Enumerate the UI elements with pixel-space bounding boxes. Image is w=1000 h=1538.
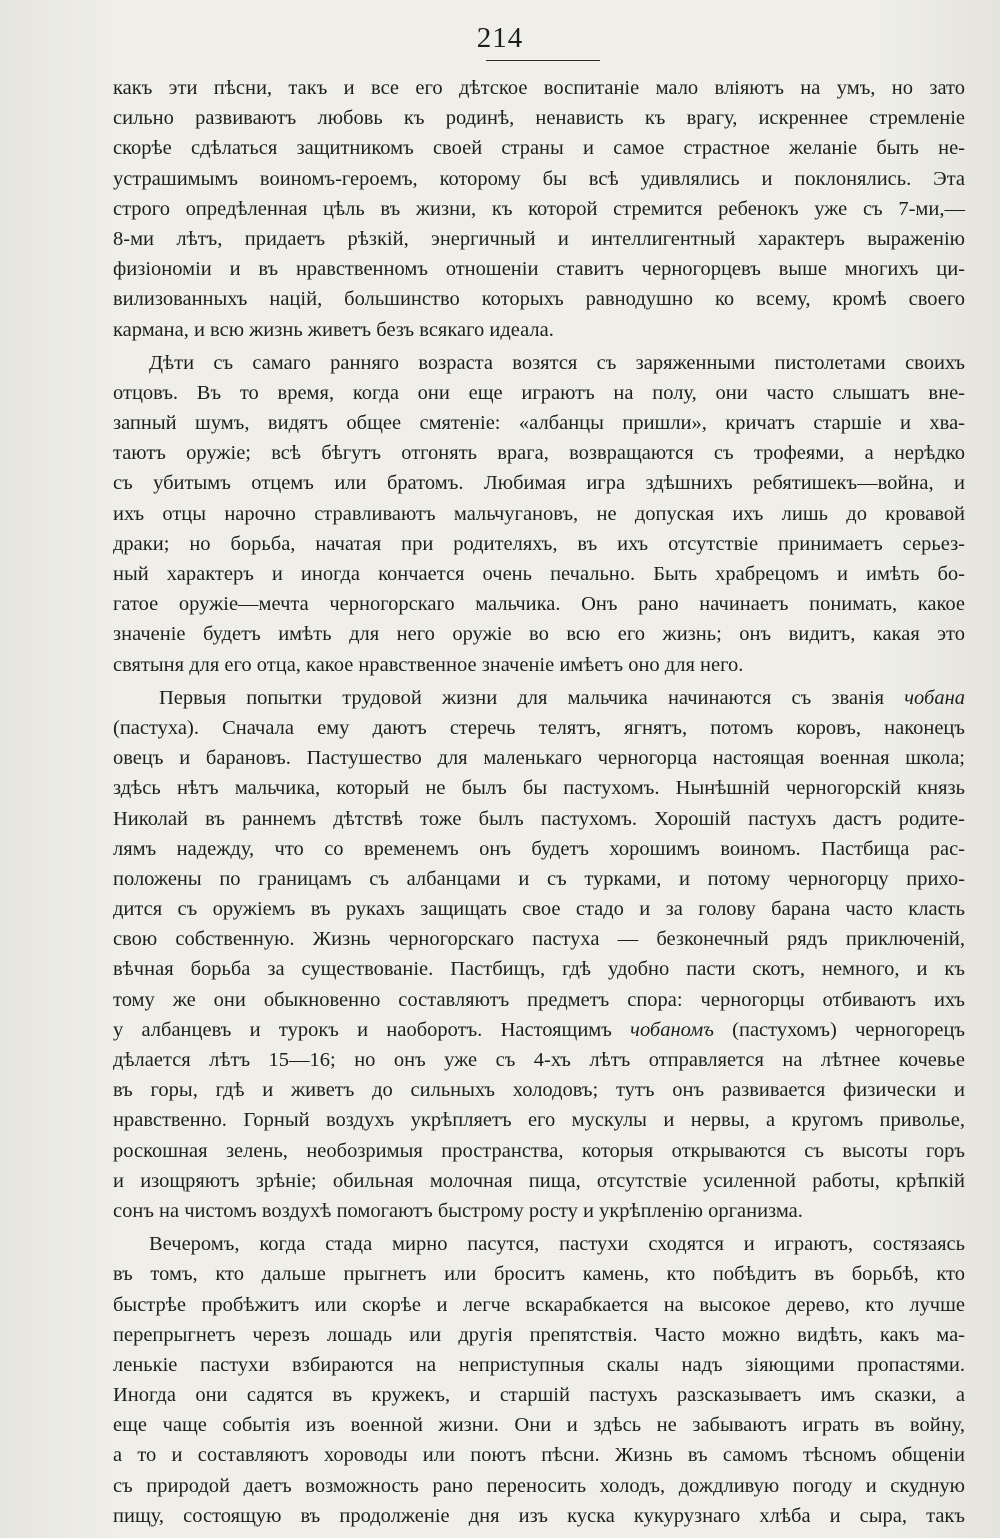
text-line: скорѣе сдѣлаться защитникомъ своей страны и самое страстное желаніе быть не-	[113, 137, 965, 160]
text-line: (пастуха). Сначала ему даютъ стеречь телятъ, ягнятъ, потомъ коровъ, наконецъ	[113, 716, 965, 739]
text-line: дѣлается лѣтъ 15—16; но онъ уже съ 4-хъ лѣтъ отправляется на лѣтнее кочевье	[113, 1049, 965, 1071]
text-line: строго опредѣленная цѣль въ жизни, къ которой стремится ребенокъ уже съ 7-ми,—	[113, 197, 965, 220]
text-line: сонъ на чистомъ воздухѣ помогаютъ быстрому росту и укрѣпленію организма.	[113, 1199, 803, 1222]
text-line: отцовъ. Въ то время, когда они еще играютъ на полу, они часто слышатъ вне-	[113, 381, 965, 404]
text-line: свою собственную. Жизнь черногорскаго пастуха — безконечный рядъ приключеній,	[113, 928, 965, 951]
body-text	[113, 73, 965, 1531]
text-line: роскошная зелень, необозримыя пространства, которыя открываются съ высоты горъ	[113, 1139, 965, 1162]
text-fragment: Первыя попытки трудовой жизни для мальчика начинаются съ званія	[159, 686, 885, 709]
text-line: овецъ и барановъ. Пастушество для маленькаго черногорца настоящая военная школа;	[113, 747, 965, 770]
text-line: лямъ надежду, что со временемъ онъ будетъ хорошимъ воиномъ. Пастбища рас-	[113, 837, 965, 860]
text-line: еще чаще событія изъ военной жизни. Они и здѣсь не забываютъ играть въ войну,	[113, 1414, 965, 1437]
text-line: пищу, состоящую въ продолженіе дня изъ куска кукурузнаго хлѣба и сыра, такъ	[113, 1504, 965, 1527]
text-line: съ природой даетъ возможность рано переносить холодъ, дождливую погоду и скудную	[113, 1474, 965, 1497]
text-line: таютъ оружіе; всѣ бѣгутъ отгонять врага, возвращаются съ трофеями, а нерѣдко	[113, 442, 965, 465]
text-line: значеніе будетъ имѣть для него оружіе во всю его жизнь; онъ видитъ, какая это	[113, 623, 965, 646]
text-line	[113, 683, 965, 713]
text-line: здѣсь нѣтъ мальчика, который не былъ бы пастухомъ. Нынѣшній черногорскій князь	[113, 777, 965, 800]
text-fragment: (пастухомъ) черногорецъ	[732, 1018, 966, 1041]
text-line: святыня для его отца, какое нравственное значеніе имѣетъ оно для него.	[113, 653, 744, 676]
text-line: и изощряютъ зрѣніе; обильная молочная пища, отсутствіе усиленной работы, крѣпкій	[113, 1169, 965, 1192]
text-line: перепрыгнетъ черезъ лошадь или другія препятствія. Часто можно видѣть, какъ ма-	[113, 1323, 965, 1346]
text-line: Вечеромъ, когда стада мирно пасутся, пастухи сходятся и играютъ, состязаясь	[149, 1233, 965, 1256]
text-line: нравственно. Горный воздухъ укрѣпляетъ его мускулы и нервы, а кругомъ приволье,	[113, 1109, 965, 1132]
text-line: гатое оружіе—мечта черногорскаго мальчика. Онъ рано начинаетъ понимать, какое	[113, 593, 965, 616]
text-line: дится съ оружіемъ въ рукахъ защищать свое стадо и за голову барана часто класть	[113, 898, 965, 921]
text-line: Николай въ раннемъ дѣтствѣ тоже былъ пастухомъ. Хорошій пастухъ дастъ родите-	[113, 807, 965, 830]
text-line: Дѣти съ самаго ранняго возраста возятся съ заряженными пистолетами своихъ	[149, 351, 965, 374]
text-line: быстрѣе пробѣжитъ или скорѣе и легче вскарабкается на высокое дерево, кто лучше	[113, 1293, 965, 1316]
text-line: въ горы, гдѣ и живетъ до сильныхъ холодовъ; тутъ онъ развивается физически и	[113, 1079, 965, 1102]
text-line: съ убитымъ отцемъ или братомъ. Любимая игра здѣшнихъ ребятишекъ—война, и	[113, 472, 965, 495]
text-line: тому же они обыкновенно составляютъ предметъ спора: черногорцы отбиваютъ ихъ	[113, 988, 965, 1011]
text-line: запный шумъ, видятъ общее смятеніе: «албанцы пришли», кричатъ старшіе и хва-	[113, 412, 965, 435]
text-line: устрашимымъ воиномъ-героемъ, которому бы всѣ удивлялись и поклонялись. Эта	[113, 167, 965, 190]
text-line: 8-ми лѣтъ, придаетъ рѣзкій, энергичный и интеллигентный характеръ выраженію	[113, 227, 965, 250]
text-line: сильно развиваютъ любовь къ родинѣ, ненависть къ врагу, искреннее стремленіе	[113, 107, 965, 130]
italic-term: чобана	[904, 686, 966, 709]
header-rule	[486, 60, 600, 61]
text-line: драки; но борьба, начатая при родителяхъ, въ ихъ отсутствіе принимаетъ серьез-	[113, 532, 965, 555]
text-line	[113, 1015, 965, 1045]
text-line: какъ эти пѣсни, такъ и все его дѣтское воспитаніе мало вліяютъ на умъ, но зато	[113, 77, 965, 99]
text-line: ный характеръ и иногда кончается очень печально. Быть храбрецомъ и имѣть бо-	[113, 563, 965, 585]
text-line: Иногда они садятся въ кружекъ, и старшій пастухъ разсказываетъ имъ сказки, а	[113, 1384, 965, 1407]
text-line: а то и составляютъ хороводы или поютъ пѣсни. Жизнь въ самомъ тѣсномъ общеніи	[113, 1444, 965, 1467]
text-fragment: у албанцевъ и турокъ и наоборотъ. Настоящимъ	[113, 1018, 612, 1041]
text-line: вѣчная борьба за существованіе. Пастбищъ, гдѣ удобно пасти скотъ, немного, и къ	[113, 958, 965, 981]
text-line: ихъ отцы нарочно стравливаютъ мальчугановъ, не допуская ихъ лишь до кровавой	[113, 502, 965, 525]
text-line: физіономіи и въ нравственномъ отношеніи ставитъ черногорцевъ выше многихъ ци-	[113, 258, 965, 281]
text-line: ленькіе пастухи взбираются на неприступныя скалы надъ зіяющими пропастями.	[113, 1353, 965, 1376]
italic-term: чобаномъ	[630, 1018, 714, 1041]
text-line: кармана, и всю жизнь живетъ безъ всякаго идеала.	[113, 318, 554, 341]
page-number: 214	[476, 22, 524, 54]
text-line: положены по границамъ съ албанцами и съ турками, и потому черногорцу прихо-	[113, 867, 965, 890]
text-line: вилизованныхъ націй, большинство которыхъ равнодушно ко всему, кромѣ своего	[113, 288, 965, 311]
text-line: въ томъ, кто дальше прыгнетъ или броситъ камень, кто побѣдитъ въ борьбѣ, кто	[113, 1263, 965, 1286]
